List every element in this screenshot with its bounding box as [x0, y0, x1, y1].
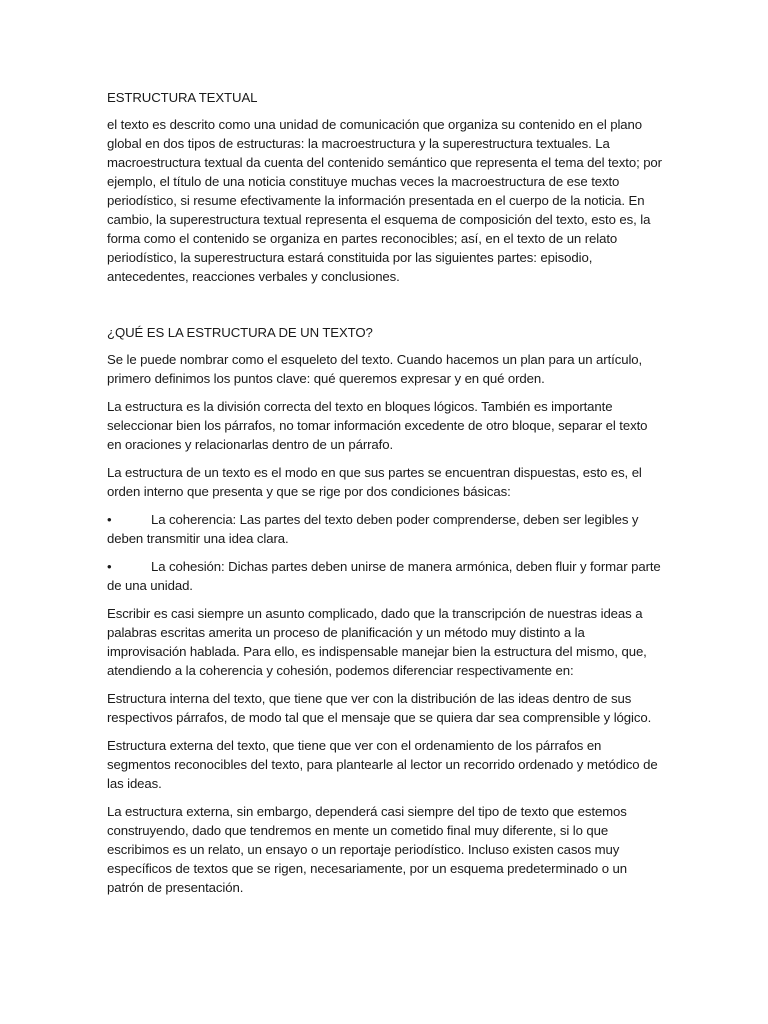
bullet-item-cohesion — [107, 557, 663, 595]
bullet-icon: • — [107, 512, 112, 527]
paragraph: el texto es descrito como una unidad de comunicación que organiza su contenido en el plano global en dos tipos de estructuras: la macroestructura y la superestructura textuales. La macroestructura textual da cuenta del contenido semántico que representa el tema del texto; por ejemplo, el título de una noticia constituye muchas veces la macroestructura de ese texto periodístico, si resume efectivamente la información presentada en el cuerpo de la noticia. En cambio, la superestructura textual representa el esquema de composición del texto, esto es, la forma como el contenido se organiza en partes reconocibles; así, en el texto de un relato periodístico, la superestructura estará constituida por las siguientes partes: episodio, antecedentes, reacciones verbales y conclusiones. — [107, 117, 662, 284]
paragraph: Estructura externa del texto, que tiene que ver con el ordenamiento de los párrafos en segmentos reconocibles del texto, para plantearle al lector un recorrido ordenado y metódico de las ideas. — [107, 738, 658, 791]
bullet-icon: • — [107, 559, 112, 574]
paragraph: La estructura es la división correcta del texto en bloques lógicos. También es importante seleccionar bien los párrafos, no tomar información excedente de otro bloque, separar el texto en oraciones y relacionarlas dentro de un párrafo. — [107, 399, 648, 452]
paragraph: Estructura interna del texto, que tiene que ver con la distribución de las ideas dentro de sus respectivos párrafos, de modo tal que el mensaje que se quiera dar sea comprensible y lógico. — [107, 691, 652, 725]
bullet-item-coherencia — [107, 510, 663, 548]
paragraph: Escribir es casi siempre un asunto complicado, dado que la transcripción de nuestras ideas a palabras escritas amerita un proceso de planificación y un método muy distinto a la improvisación hablada. Para ello, es indispensable manejar bien la estructura del mismo, que, atendiendo a la coherencia y cohesión, podemos diferenciar respectivamente en: — [107, 606, 647, 678]
bullet-text: La cohesión: Dichas partes deben unirse de manera armónica, deben fluir y formar parte de una unidad. — [107, 559, 661, 593]
bullet-text: La coherencia: Las partes del texto deben poder comprenderse, deben ser legibles y deben transmitir una idea clara. — [107, 512, 639, 546]
paragraph: La estructura externa, sin embargo, dependerá casi siempre del tipo de texto que estemos construyendo, dado que tendremos en mente un cometido final muy diferente, si lo que escribimos es un relato, un ensayo o un reportaje periodístico. Incluso existen casos muy específicos de textos que se rigen, necesariamente, por un esquema predeterminado o un patrón de presentación. — [107, 804, 627, 895]
paragraph: Se le puede nombrar como el esqueleto del texto. Cuando hacemos un plan para un artículo, primero definimos los puntos clave: qué queremos expresar y en qué orden. — [107, 352, 643, 386]
section-heading-estructura-textual: ESTRUCTURA TEXTUAL — [107, 90, 258, 105]
section-heading-que-es-la-estructura: ¿QUÉ ES LA ESTRUCTURA DE UN TEXTO? — [107, 325, 373, 340]
section-spacer — [107, 295, 663, 323]
document-page — [107, 88, 663, 906]
paragraph: La estructura de un texto es el modo en que sus partes se encuentran dispuestas, esto es, el orden interno que presenta y que se rige por dos condiciones básicas: — [107, 465, 642, 499]
